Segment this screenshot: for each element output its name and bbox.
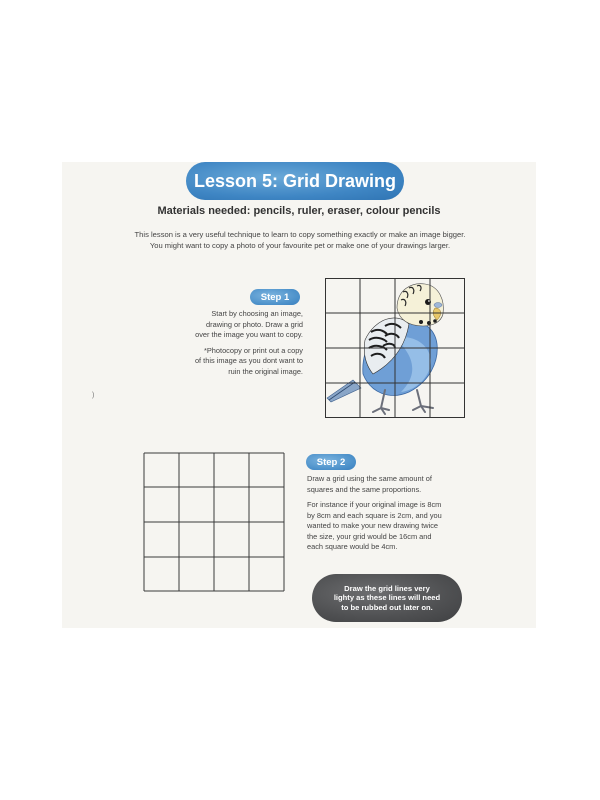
budgie-grid-illustration [325,278,465,418]
tip-note [312,574,462,622]
text-line: Start by choosing an image, [211,309,303,318]
lesson-title-text: Lesson 5: Grid Drawing [193,170,397,191]
intro-line: You might want to copy a photo of your favourite pet or make one of your drawings larger. [149,241,451,250]
step2-paragraph [307,474,473,495]
text-line: Draw a grid using the same amount of [307,474,432,483]
bird-grid-lines [325,278,465,418]
budgie-illustration [327,284,443,414]
step2-label: Step 2 [316,456,346,468]
step2-text [307,474,473,558]
text-line: over the image you want to copy. [195,330,303,339]
step1-text [172,309,303,382]
step1-paragraph [172,346,303,378]
note-line: lighty as these lines will need [333,593,441,603]
step1-label: Step 1 [260,291,290,303]
text-line: drawing or photo. Draw a grid [206,319,303,329]
text-line: by 8cm and each square is 2cm, and you [307,510,442,520]
materials-needed: Materials needed: pencils, ruler, eraser, colour pencils [157,205,441,217]
lesson-title [186,162,404,200]
text-line: ruin the original image. [228,366,303,376]
text-line: wanted to make your new drawing twice [307,521,439,530]
step1-badge [250,289,300,305]
step2-badge [306,454,356,470]
step1-paragraph [172,309,303,341]
intro-line: This lesson is a very useful technique to learn to copy something exactly or make an image bigger. [134,230,466,239]
empty-drawing-grid [143,452,285,592]
step2-paragraph [307,500,473,553]
margin-mark: ) [92,392,95,399]
text-line: *Photocopy or print out a copy [203,345,303,355]
text-line: of this image as you dont want to [194,356,303,365]
text-line: For instance if your original image is 8cm [307,500,442,509]
note-line: Draw the grid lines very [344,583,430,593]
text-line: each square would be 4cm. [307,542,398,551]
lesson-intro [110,229,490,251]
text-line: squares and the same proportions. [307,484,422,494]
text-line: the size, your grid would be 16cm and [307,531,432,541]
note-line: to be rubbed out later on. [341,602,433,612]
